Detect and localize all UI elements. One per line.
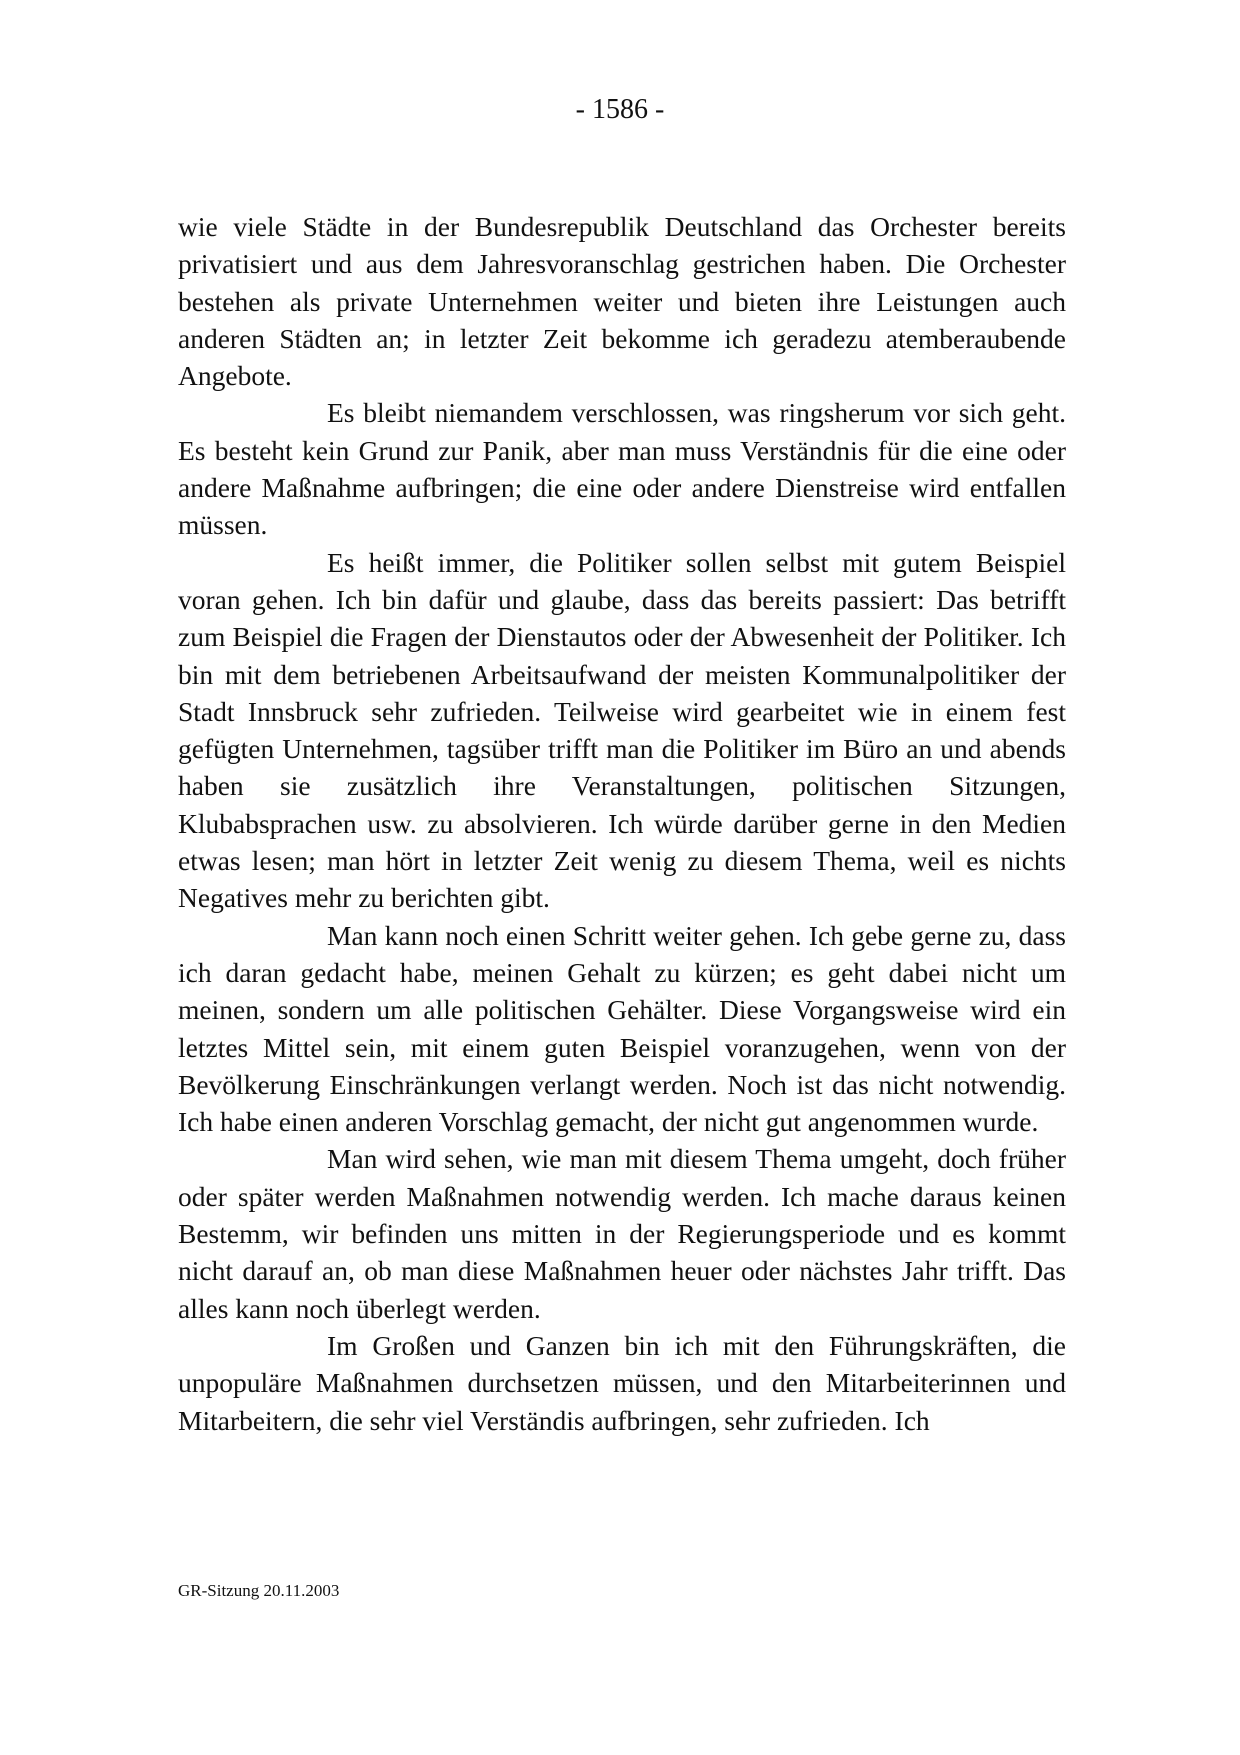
paragraph-5: Man wird sehen, wie man mit diesem Thema umgeht, doch früher oder später werden Maßnahmen notwendig werden. Ich mache daraus keinen Bestemm, wir befinden uns mitten in der Regierungsperiode und es kommt nicht darauf an, ob man diese Maßnahmen heuer oder nächstes Jahr trifft. Das alles kann noch überlegt werden. — [178, 1143, 1066, 1324]
paragraph-2: Es bleibt niemandem verschlossen, was ringsherum vor sich geht. Es besteht kein Grund zur Panik, aber man muss Verständnis für die eine oder andere Maßnahme aufbringen; die eine oder andere Dienstreise wird entfallen müssen. — [178, 397, 1066, 541]
paragraph-6: Im Großen und Ganzen bin ich mit den Führungskräften, die unpopuläre Maßnahmen durchsetzen müssen, und den Mitarbeiterinnen und Mitarbeitern, die sehr viel Verständis aufbringen, sehr zufrieden. Ich — [178, 1329, 1066, 1436]
paragraph-4: Man kann noch einen Schritt weiter gehen. Ich gebe gerne zu, dass ich daran gedacht habe, meinen Gehalt zu kürzen; es geht dabei nicht um meinen, sondern um alle politischen Gehälter. Diese Vorgangsweise wird ein letztes Mittel sein, mit einem guten Beispiel voranzugehen, wenn von der Bevölkerung Einschränkungen verlangt werden. Noch ist das nicht notwendig. Ich habe einen anderen Vorschlag gemacht, der nicht gut angenommen wurde. — [178, 919, 1066, 1138]
footer-session-date: GR-Sitzung 20.11.2003 — [178, 1581, 340, 1600]
page-number: - 1586 - — [575, 94, 665, 125]
paragraph-3: Es heißt immer, die Politiker sollen selbst mit gutem Beispiel voran gehen. Ich bin dafür und glaube, dass das bereits passiert: Das betrifft zum Beispiel die Fragen der Dienstautos oder der Abwesenheit der Politiker. Ich bin mit dem betriebenen Arbeitsaufwand der meisten Kommunalpolitiker der Stadt Innsbruck sehr zufrieden. Teilweise wird gearbeitet wie in einem fest gefügten Unternehmen, tagsüber trifft man die Politiker im Büro an und abends haben sie zusätzlich ihre Veranstaltungen, politischen Sitzungen, Klubabsprachen usw. zu absolvieren. Ich würde darüber gerne in den Medien etwas lesen; man hört in letzter Zeit wenig zu diesem Thema, weil es nichts Negatives mehr zu berichten gibt. — [178, 546, 1066, 914]
paragraph-1: wie viele Städte in der Bundesrepublik Deutschland das Orchester bereits privatisiert und aus dem Jahresvoranschlag gestrichen haben. Die Orchester bestehen als private Unternehmen weiter und bieten ihre Leistungen auch anderen Städten an; in letzter Zeit bekomme ich geradezu atemberaubende Angebote. — [178, 211, 1066, 392]
body-text — [178, 208, 1066, 1439]
